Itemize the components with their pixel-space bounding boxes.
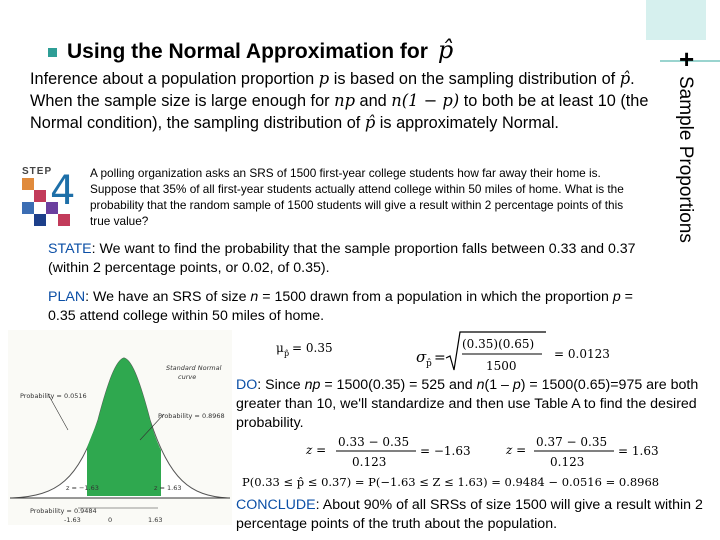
prob-left-label: Probability = 0.0516 (20, 392, 87, 400)
step-square (22, 202, 34, 214)
plan-text: : We have an SRS of size (85, 289, 251, 305)
do-label: DO (236, 377, 258, 393)
sigma-numerator: (0.35)(0.65) (462, 337, 535, 351)
do-text: = 1500(0.35) = 525 and (320, 377, 477, 393)
z1-numerator: 0.33 − 0.35 (338, 435, 410, 449)
do-text: : Since (257, 377, 305, 393)
do-var: p (512, 377, 521, 393)
plan-var: p (612, 289, 621, 305)
intro-text: to both be at least 10 (the Normal condition), the sampling distribution of (30, 92, 649, 132)
intro-var: p (318, 69, 330, 88)
step-label: STEP (22, 166, 53, 177)
bullet-icon (48, 48, 57, 57)
intro-var: p̂ (364, 113, 376, 132)
mu-subscript: p̂ (284, 349, 290, 358)
standard-normal-label: Standard Normal (166, 364, 222, 372)
intro-text: . When the sample size is large enough for (30, 70, 635, 110)
axis-tick-label: -1.63 (64, 516, 81, 524)
do-text: (1 – (484, 377, 513, 393)
step-square (22, 178, 34, 190)
axis-tick-label: 1.63 (148, 516, 163, 524)
mu-symbol: μ (276, 341, 284, 355)
do-var: n (476, 377, 485, 393)
plan-label: PLAN (48, 289, 86, 305)
sigma-symbol: σ (416, 348, 427, 366)
step-square (34, 190, 46, 202)
intro-text: and (355, 92, 392, 110)
plus-sign: + (679, 44, 695, 74)
state-label: STATE (48, 241, 92, 257)
slide-title (48, 36, 453, 64)
intro-var: p̂ (619, 69, 631, 88)
prob-bottom-label: Probability = 0.9484 (30, 507, 97, 515)
step-square (58, 214, 70, 226)
z1-denominator: 0.123 (352, 455, 387, 469)
conclude-text: : About 90% of all SRSs of size 1500 will give a result within 2 percentage points of the truth about the population. (236, 497, 703, 532)
axis-tick-label: 0 (108, 516, 113, 524)
problem-text: A polling organization asks an SRS of 1500 first-year college students how far away their home is. Suppose that 35% of all first-year students actually attend college within 50 miles of home. What is the probability that the random sample of 1500 students will give a result within 2 percentage points of this true value? (90, 166, 624, 228)
probability-line: P(0.33 ≤ p̂ ≤ 0.37) = P(−1.63 ≤ Z ≤ 1.63) = 0.9484 − 0.0516 = 0.8968 (242, 475, 660, 489)
state-paragraph (48, 240, 658, 278)
intro-paragraph (30, 68, 650, 134)
z-right-label: z = 1.63 (154, 484, 182, 492)
plan-paragraph (48, 288, 658, 326)
step-number: 4 (50, 168, 76, 214)
conclude-paragraph (236, 496, 706, 534)
sigma-equals: = (434, 350, 446, 366)
intro-text: is approximately Normal. (375, 114, 559, 132)
sigma-value: = 0.0123 (554, 347, 610, 361)
corner-accent (646, 0, 706, 40)
side-label: Sample Proportions (675, 76, 696, 243)
intro-var: np (334, 91, 356, 110)
state-text: : We want to find the probability that the sample proportion falls between 0.33 and 0.37 (within 2 percentage points, or 0.02, of 0.35). (48, 241, 636, 276)
z2-numerator: 0.37 − 0.35 (536, 435, 608, 449)
intro-text: Inference about a population proportion (30, 70, 319, 88)
z2-label: z = (506, 443, 527, 457)
sigma-denominator: 1500 (486, 359, 517, 373)
mu-value: = 0.35 (292, 341, 333, 355)
do-var: np (304, 377, 321, 393)
title-symbol: p̂ (437, 36, 454, 64)
plan-text: = 0.35 attend college within 50 miles of home. (48, 289, 633, 324)
z1-label: z = (306, 443, 327, 457)
z2-denominator: 0.123 (550, 455, 585, 469)
intro-text: is based on the sampling distribution of (329, 70, 620, 88)
do-paragraph (236, 376, 700, 433)
z-left-label: z = −1.63 (66, 484, 99, 492)
plan-var: n (250, 289, 259, 305)
curve-label: curve (178, 373, 197, 381)
conclude-label: CONCLUDE (236, 497, 316, 513)
z1-value: = −1.63 (420, 444, 471, 458)
intro-var: n(1 − p) (391, 91, 460, 110)
do-text: ) = 1500(0.65)=975 are both greater than 10, we'll standardize and then use Table A to find the desired probability. (236, 377, 699, 431)
sigma-subscript: p̂ (426, 359, 432, 369)
normal-curve-diagram (8, 330, 232, 525)
plan-text: = 1500 drawn from a population in which the proportion (258, 289, 613, 305)
title-text: Using the Normal Approximation for (67, 40, 428, 63)
prob-mid-label: Probability = 0.8968 (158, 412, 225, 420)
step-square (34, 214, 46, 226)
z2-value: = 1.63 (618, 444, 659, 458)
